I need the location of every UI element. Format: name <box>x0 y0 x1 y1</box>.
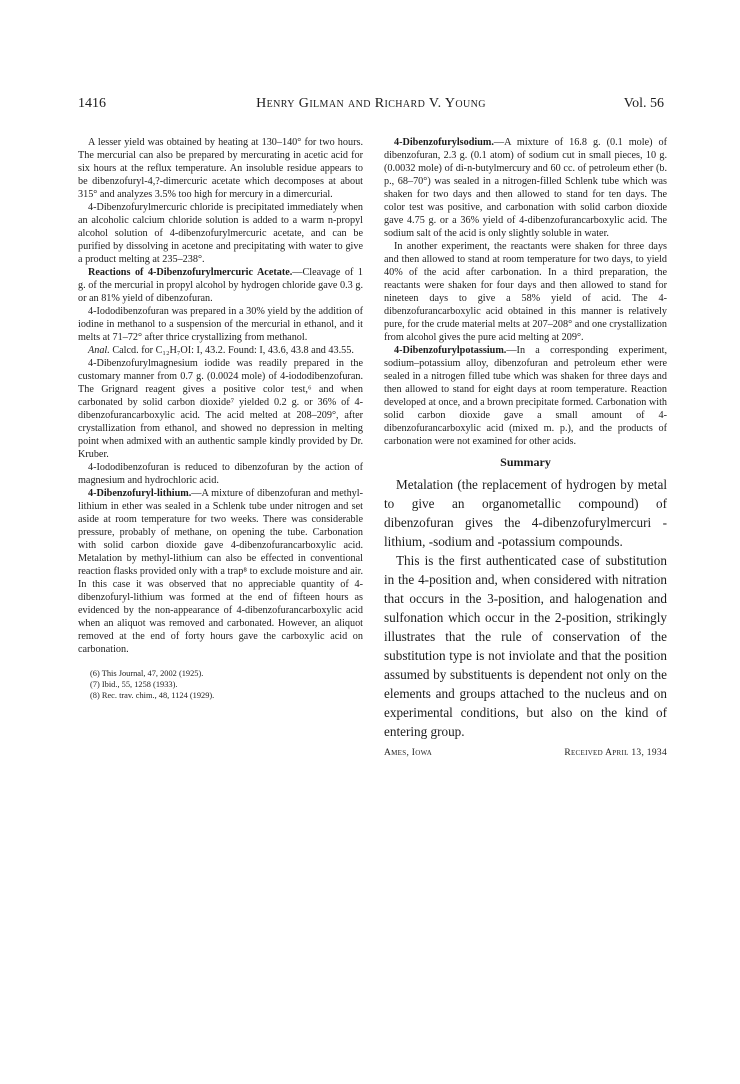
summary-paragraph: This is the first authenticated case of substitution in the 4-position and, when considered with nitration that occurs in the 3-position, and halogenation and sulfonation which occur in the 2-position, strikingly illustrates that the rule of conservation of the substitution type is not inviolate and that the position assumed by substituents is dependent not only on the elements and groups attached to the nucleus and on experimental conditions, but also on the kind of entering group. <box>384 553 667 739</box>
running-header <box>78 96 664 116</box>
location: Ames, Iowa <box>384 748 433 758</box>
received-date: Received April 13, 1934 <box>564 748 667 758</box>
footnote: (7) Ibid., 55, 1258 (1933). <box>90 680 178 689</box>
page-number: 1416 <box>78 96 106 111</box>
summary-paragraph: Metalation (the replacement of hydrogen by metal to give an organometallic compound) of dibenzofuran gives the 4-dibenzofurylmercuri -lithium, -sodium and -potassium compounds. <box>384 477 667 549</box>
paragraph: Reactions of 4-Dibenzofurylmercuric Acetate.—Cleavage of 1 g. of the mercurial in propyl alcohol by hydrogen chloride gave 0.3 g. or an 81% yield of dibenzofuran. <box>78 267 363 304</box>
paragraph: 4-Iododibenzofuran is reduced to dibenzofuran by the action of magnesium and hydrochloric acid. <box>78 462 363 486</box>
paragraph: In another experiment, the reactants were shaken for three days and then allowed to stand at room temperature for two days, to yield 40% of the acid after carbonation. In a third preparation, the reactants were shaken for four days and then allowed to stand for nineteen days to give a 58% yield of acid. The 4-dibenzofurancarboxylic acid obtained in this manner is relatively pure, for the crude material melts at 207–208° and one crystallization from alcohol gives the pure acid melting at 209°. <box>384 241 667 343</box>
analysis-line: Anal. Calcd. for C₁₂H₇OI: I, 43.2. Found: I, 43.6, 43.8 and 43.55. <box>88 345 354 356</box>
footnotes <box>78 668 363 701</box>
paragraph: 4-Iododibenzofuran was prepared in a 30% yield by the addition of iodine in methanol to a suspension of the mercurial in ethanol, and it melts at 71–72° after thrice crystallizing from methanol. <box>78 306 363 343</box>
running-authors: Henry Gilman and Richard V. Young <box>256 96 486 111</box>
right-column <box>384 136 667 761</box>
paragraph: 4-Dibenzofurylsodium.—A mixture of 16.8 g. (0.1 mole) of dibenzofuran, 2.3 g. (0.1 atom) of sodium cut in small pieces, 10 g. (0.0032 mole) of di-n-butylmercury and 60 cc. of petroleum ether (b. p., 68–70°) was sealed in a nitrogen-filled Schlenk tube which was shaken for two days and then allowed to stand for ten days. The color test was positive, and carbonation with solid carbon dioxide gave 4.75 g. or a 36% yield of 4-dibenzofurancarboxylic acid. The sodium salt of the acid is only slightly soluble in water. <box>384 137 667 239</box>
paragraph: 4-Dibenzofurylpotassium.—In a corresponding experiment, sodium–potassium alloy, dibenzofuran and petroleum ether were sealed in a nitrogen filled tube which was shaken for three days and then allowed to stand for eight days at room temperature. Reaction developed at once, and a brown precipitate formed. Carbonation with solid carbon dioxide gave a small amount of 4-dibenzofurancarboxylic acid (mixed m. p.), and the products of carbonation were not examined for other acids. <box>384 345 667 447</box>
paragraph: 4-Dibenzofuryl-lithium.—A mixture of dibenzofuran and methyl-lithium in ether was sealed in a Schlenk tube under nitrogen and set aside at room temperature for two weeks. There was considerable pressure, probably of methane, on opening the tube. Carbonation with solid carbon dioxide gave 4-dibenzofurancarboxylic acid. Metalation by methyl-lithium can also be effected in conventional reaction flasks provided only with a trap⁸ to exclude moisture and air. In this case it was observed that no appreciable quantity of 4-dibenzofuryl-lithium was formed at the end of fifteen hours as evidenced by the non-appearance of 4-dibenzofurancarboxylic acid when an aliquot was removed and carbonated. However, an aliquot removed at the end of forty hours gave the carboxylic acid on carbonation. <box>78 488 363 655</box>
paragraph: A lesser yield was obtained by heating at 130–140° for two hours. The mercurial can also be prepared by mercurating in acetic acid for six hours at the reflux temperature. An insoluble residue appears to be dibenzofuryl-4,?-dimercuric acetate which decomposes at about 315° and analyzes 3.5% too high for mercury in a dimercurial. <box>78 137 363 200</box>
summary-title: Summary <box>500 455 551 469</box>
section-heading: 4-Dibenzofuryl-lithium. <box>88 488 192 499</box>
section-heading: 4-Dibenzofurylpotassium. <box>394 345 507 356</box>
paragraph: 4-Dibenzofurylmagnesium iodide was readily prepared in the customary manner from 0.7 g. (0.0024 mole) of 4-iododibenzofuran. The Grignard reagent gives a positive color test,⁶ and when carbonated by solid carbon dioxide⁷ yielded 0.2 g. or 36% of 4-dibenzofurancarboxylic acid. The acid melted at 208–209°, after crystallization from ethanol, and showed no depression in melting point when admixed with an authentic sample kindly provided by Dr. Kruber. <box>78 358 363 460</box>
footnote: (8) Rec. trav. chim., 48, 1124 (1929). <box>90 691 215 700</box>
footnote: (6) This Journal, 47, 2002 (1925). <box>90 669 204 678</box>
paragraph: 4-Dibenzofurylmercuric chloride is precipitated immediately when an alcoholic calcium chloride solution is added to a warm n-propyl alcohol solution of 4-dibenzofurylmercuric acetate, and can be purified by dissolving in acetone and precipitating with water to give a product melting at 235–238°. <box>78 202 363 265</box>
left-column <box>78 136 363 701</box>
author-address-line <box>384 747 667 761</box>
volume-label: Vol. 56 <box>623 96 664 111</box>
section-heading: Reactions of 4-Dibenzofurylmercuric Acetate. <box>88 267 293 278</box>
summary-section <box>384 475 667 741</box>
section-heading: 4-Dibenzofurylsodium. <box>394 137 494 148</box>
